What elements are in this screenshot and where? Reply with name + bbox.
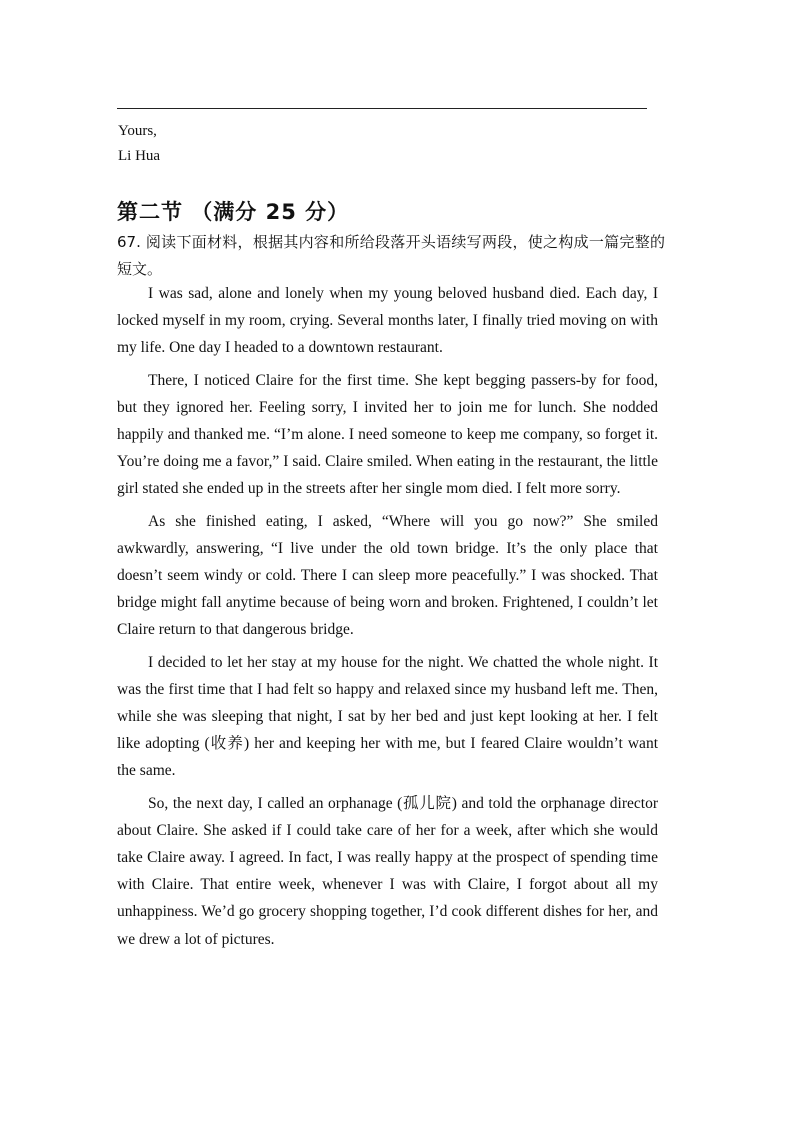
passage-paragraph: I decided to let her stay at my house for the night. We chatted the whole night. It was the first time that I had felt so happy and relaxed since my husband left me. Then, while she was sleeping that night, I sat by her bed and just kept looking at her. I felt like adopting (收养) her and keeping her with me, but I feared Claire wouldn’t want the same.: [117, 653, 658, 780]
section-heading: 第二节 （满分 25 分）: [117, 200, 350, 224]
passage-paragraph: There, I noticed Claire for the first time. She kept begging passers-by for food, but they ignored her. Feeling sorry, I invited her to join me for lunch. She nodded happily and thanked me. “I’m alone. I need someone to keep me company, so forget it. You’re doing me a favor,” I said. Claire smiled. When eating in the restaurant, the little girl stated she ended up in the streets after her single mom died. I felt more sorry.: [117, 371, 658, 498]
letter-closing: [118, 119, 160, 169]
passage-paragraph: As she finished eating, I asked, “Where will you go now?” She smiled awkwardly, answering, “I live under the old town bridge. It’s the only place that doesn’t seem windy or cold. There I can sleep more peacefully.” I was shocked. That bridge might fall anytime because of being worn and broken. Frightened, I couldn’t let Claire return to that dangerous bridge.: [117, 512, 658, 639]
closing-signature: Li Hua: [118, 148, 161, 164]
passage-paragraph: So, the next day, I called an orphanage (孤儿院) and told the orphanage director about Claire. She asked if I could take care of her for a week, after which she would take Claire away. I agreed. In fact, I was really happy at the prospect of spending time with Claire. That entire week, whenever I was with Claire, I forgot about all my unhappiness. We’d go grocery shopping together, I’d cook different dishes for her, and we drew a lot of pictures.: [117, 794, 658, 948]
answer-writing-line: [117, 108, 647, 109]
closing-salutation: Yours,: [118, 123, 157, 139]
question-instruction: 67. 阅读下面材料，根据其内容和所给段落开头语续写两段，使之构成一篇完整的短文。: [117, 233, 665, 278]
passage-paragraph: I was sad, alone and lonely when my young beloved husband died. Each day, I locked myself in my room, crying. Several months later, I finally tried moving on with my life. One day I headed to a downtown restaurant.: [117, 285, 658, 357]
reading-passage: [117, 280, 658, 958]
